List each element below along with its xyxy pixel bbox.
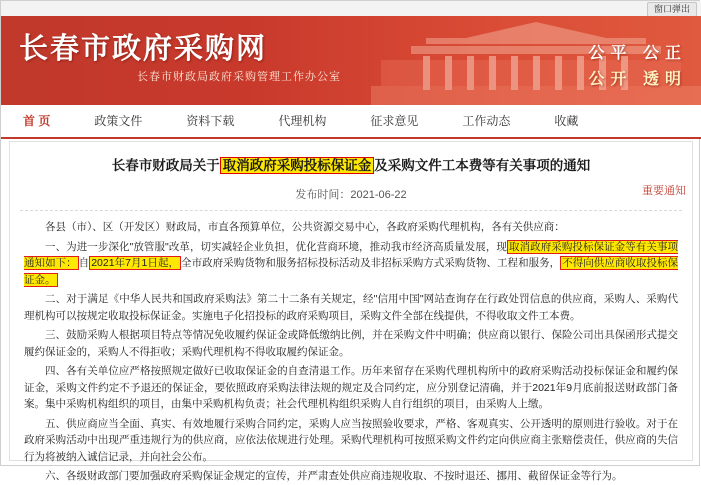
- para1-highlight-3: 不得向供应商收取投标保证金。: [24, 257, 679, 286]
- para1-highlight-2: 2021年7月1日起，: [91, 257, 180, 269]
- article-paragraph-2: 二、对于满足《中华人民共和国政府采购法》第二十二条有关规定，经"信用中国"网站查询存在行政处罚信息的供应商，采购人、采购代理机构可以按规定收取投标保证金。实施电子化招投标的政府采购项目，采购文件全部在线提供，不得收取文件工本费。: [24, 293, 678, 322]
- nav-item-news[interactable]: 工作动态: [462, 114, 511, 128]
- slogan-line-1: 公平 公正: [588, 45, 687, 62]
- article-body: [24, 219, 678, 485]
- site-banner: [1, 16, 701, 105]
- article-paragraph-1: [24, 239, 678, 289]
- publish-date-line: [10, 186, 692, 202]
- para1-post: 全市政府采购货物和服务招标投标活动及非招标采购方式采购货物、工程和服务，: [181, 257, 561, 269]
- main-navigation: [1, 105, 701, 139]
- site-title: 长春市政府采购网: [19, 31, 268, 65]
- article-paragraph-5: 五、供应商应当全面、真实、有效地履行采购合同约定，采购人应当按照验收要求，严格、客观真实、公开透明的原则进行验收。对于在政府采购活动中出现严重违规行为的供应商，应依法依规进行处理。采购代理机构可按照采购文件约定向供应商主张赔偿责任，供应商的失信行为将被纳入诚信记录，并向社会公布。: [24, 417, 678, 463]
- article-paragraph-3: 三、鼓励采购人根据项目特点等情况免收履约保证金或降低缴纳比例，并在采购文件中明确；供应商以银行、保险公司出具保函形式提交履约保证金的，采购人不得拒收；采购代理机构不得收取履约保证金。: [24, 329, 678, 358]
- para1-highlight-1: 取消政府采购投标保证金等有关事项通知如下：: [24, 240, 679, 269]
- nav-item-agencies[interactable]: 代理机构: [278, 114, 327, 128]
- site-subtitle: 长春市财政局政府采购管理工作办公室: [137, 71, 341, 83]
- article-paragraph-6: 六、各级财政部门要加强政府采购保证金规定的宣传，并严肃查处供应商违规收取、不按时退还、挪用、截留保证金等行为。: [45, 470, 623, 482]
- popup-bar: [1, 1, 701, 17]
- content-divider: [20, 210, 682, 211]
- article-title-part1: 长春市财政局关于: [111, 158, 220, 173]
- nav-item-feedback[interactable]: 征求意见: [370, 114, 419, 128]
- article-title-highlight: 取消政府采购投标保证金: [220, 157, 375, 174]
- article-title-part2: 及采购文件工本费等有关事项的通知: [374, 158, 591, 173]
- article-container: [9, 141, 693, 482]
- para1-mid: 自: [78, 257, 90, 269]
- nav-item-policy-documents[interactable]: 政策文件: [94, 114, 143, 128]
- nav-item-downloads[interactable]: 资料下载: [186, 114, 235, 128]
- para1-pre: 一、为进一步深化"放管服"改革，切实减轻企业负担，优化营商环境，推动我市经济高质量发展，现: [45, 240, 507, 253]
- nav-item-favorites[interactable]: 收藏: [554, 114, 579, 128]
- article-title: [80, 156, 622, 176]
- article-paragraph-4: 四、各有关单位应严格按照规定做好已收取保证金的自查清退工作。历年来留存在采购代理机构所中的政府采购活动投标保证金和履约保证金，采购文件约定不予退还的保证金，要依照政府采购法律法规的规定及合同约定，应分别登记清确，并于2021年9月底前报送财政部门备案。集中采购机构组织的项目，由集中采购机构负责；社会代理机构组织采购人自行组织的项目，由采购人上缴。: [24, 365, 678, 410]
- slogan-line-2: 公开 透明: [588, 71, 687, 88]
- publish-date-value: 2021-06-22: [350, 189, 407, 201]
- publish-date-label: 发布时间：: [295, 189, 351, 201]
- nav-item-home[interactable]: 首 页: [23, 114, 51, 128]
- window-popout-button[interactable]: 窗口弹出: [647, 2, 697, 17]
- article-salutation: 各县（市）、区（开发区）财政局，市直各预算单位，公共资源交易中心，各政府采购代理机构，各有关供应商：: [45, 221, 565, 233]
- important-notice-badge: 重要通知: [642, 185, 686, 197]
